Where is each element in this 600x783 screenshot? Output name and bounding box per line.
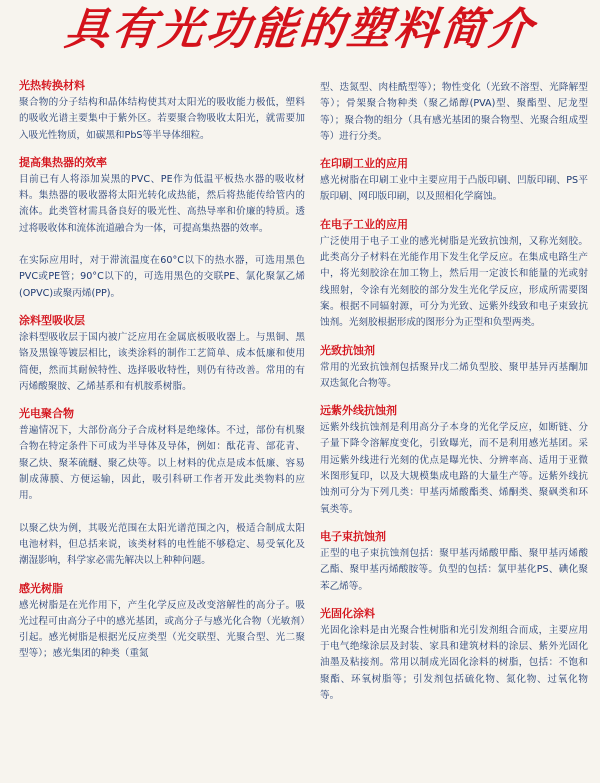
section-collector-efficiency xyxy=(19,155,305,302)
section-uv-curing-coating xyxy=(320,606,588,704)
section-ebeam-resist xyxy=(320,529,588,595)
section-title: 光固化涂料 xyxy=(320,606,375,620)
section-title: 在电子工业的应用 xyxy=(320,217,408,231)
paragraph: 感光树脂是在光作用下，产生化学反应及改变溶解性的高分子。吸光过程可由高分子中的感光基团，或高分子与感光化合物（光敏剂）引起。感光树脂是根据光反应类型（光交联型、光聚合型、光二聚型等）；感光集团的种类（重氮 xyxy=(19,599,305,660)
paragraph: 光固化涂料是由光聚合性树脂和光引发剂组合而成，主要应用于电气绝缘涂层及封装、家具和建筑材料的涂层、紫外光固化油墨及粘接剂。常用以制成光固化涂料的树脂，包括：不饱和聚酯、环氧树脂等；引发剂包括硫化物、氮化物、过氧化物等。 xyxy=(320,624,588,702)
section-title: 电子束抗蚀剂 xyxy=(320,529,386,543)
section-resin-continued xyxy=(320,80,588,145)
section-electronics-industry xyxy=(320,217,588,332)
paragraph: 型、迭氮型、肉桂酰型等）；物性变化（光致不溶型、光降解型等）；骨架聚合物种类（聚乙烯醇(PVA)型、聚酯型、尼龙型等）；聚合物的组分（具有感光基团的聚合物型、光聚合组成型等）进行分类。 xyxy=(320,82,588,142)
section-title: 光电聚合物 xyxy=(19,407,74,421)
paragraph: 感光树脂在印刷工业中主要应用于凸版印刷、凹版印刷、PS平版印刷、网印版印刷，以及照相化学腐蚀。 xyxy=(320,175,588,203)
paragraph: 正型的电子束抗蚀剂包括：聚甲基丙烯酸甲酯、聚甲基丙烯酸乙酯、聚甲基丙烯酸胺等。负型的包括：氯甲基化PS、碘化聚苯乙烯等。 xyxy=(320,547,588,592)
section-deep-uv-resist xyxy=(320,403,588,518)
section-title: 远紫外线抗蚀剂 xyxy=(320,404,397,418)
section-photoresist xyxy=(320,343,588,393)
right-column xyxy=(320,80,588,715)
paragraph: 普遍情况下，大部份高分子合成材料是绝缘体。不过，部份有机聚合物在特定条件下可成为半导体及导体，例如：酞花青、部花青、聚乙炔、聚苯硫醚、聚乙炔等。以上材料的优点是成本低廉、容易制成薄膜、方便运输，因此，吸引科研工作者开发此类物料的应用。 xyxy=(19,425,305,502)
section-title: 感光树脂 xyxy=(19,581,63,595)
section-printing-industry xyxy=(320,156,588,206)
paragraph: 目前已有人将添加炭黑的PVC、PE作为低温平板热水器的吸收材料。集热器的吸收器将太阳光转化成热能，然后将热能传给管内的流体。此类管材需具备良好的吸光性、高热导率和价廉的特质。透过将吸收体和流体流道融合为一体，可提高集热器的效率。 xyxy=(19,173,305,234)
paragraph: 聚合物的分子结构和晶体结构使其对太阳光的吸收能力极低，塑料的吸收光谱主要集中于紫外区。若要聚合物吸收太阳光，就需要加入吸光性物质，如碳黑和PbS等半导体细粒。 xyxy=(19,97,305,141)
section-title: 光热转换材料 xyxy=(19,79,85,92)
section-photosensitive-resin xyxy=(19,581,305,663)
section-photothermal xyxy=(19,78,305,144)
section-title: 涂料型吸收层 xyxy=(19,313,85,327)
paragraph: 常用的光致抗蚀剂包括聚异戊二烯负型胶、聚甲基异丙基酮加双迭氮化合物等。 xyxy=(320,361,588,389)
paragraph: 涂料型吸收层于国内被广泛应用在金属底板吸收器上。与黑铜、黑铬及黑镍等镀层相比，该类涂料的制作工艺简单、成本低廉和使用简便，然而其耐候特性、选择吸收特性，则仍有待改善。常用的有丙烯酸聚胺、乙烯基系和有机胺系树脂。 xyxy=(19,331,305,392)
paragraph: 远紫外线抗蚀剂是利用高分子本身的光化学反应，如断链、分子量下降令溶解度变化，引致曝光，而不是利用感光基团。采用远紫外线进行光刻的优点是曝光快、分辨率高、适用于亚微米图形复印，以及大规模集成电路的大量生产等。远紫外线抗蚀剂可分为下列几类：甲基丙烯酸酯类、烯酮类、聚砜类和环氧类等。 xyxy=(320,422,588,515)
section-title: 光致抗蚀剂 xyxy=(320,343,375,357)
section-title: 在印刷工业的应用 xyxy=(320,157,408,171)
section-photoelectric-polymer xyxy=(19,406,305,569)
section-coating-absorber xyxy=(19,313,305,395)
paragraph: 在实际应用时，对于滞流温度在60°C以下的热水器，可选用黑色PVC或PE管；90°C以下的，可选用黑色的交联PE、氯化聚氯乙烯(OPVC)或聚丙烯(PP)。 xyxy=(19,255,305,299)
paragraph: 以聚乙炔为例，其吸光范围在太阳光谱范围之內，极适合制成太阳电池材料，但总括来说，该类材料的电性能不够稳定、易受氧化及潮湿影响，科学家必需先解决以上种种问题。 xyxy=(19,522,305,567)
page-title: 具有光功能的塑料简介 xyxy=(62,4,538,55)
left-column xyxy=(19,78,305,674)
paragraph: 广泛使用于电子工业的感光树脂是光致抗蚀剂，又称光刻胶。此类高分子材料在光能作用下发生化学反应。在集成电路生产中，将光刻胶涂在加工物上，然后用一定波长和能量的光或射线照射，令涂有光刻胶的部分发生光化学反应，形成所需要图案。根据不同辐射源，可分为光致、远紫外线致和电子束致抗蚀剂。光刻胶根据形成的图形分为正型和负型两类。 xyxy=(320,235,588,329)
section-title: 提高集热器的效率 xyxy=(19,155,107,169)
